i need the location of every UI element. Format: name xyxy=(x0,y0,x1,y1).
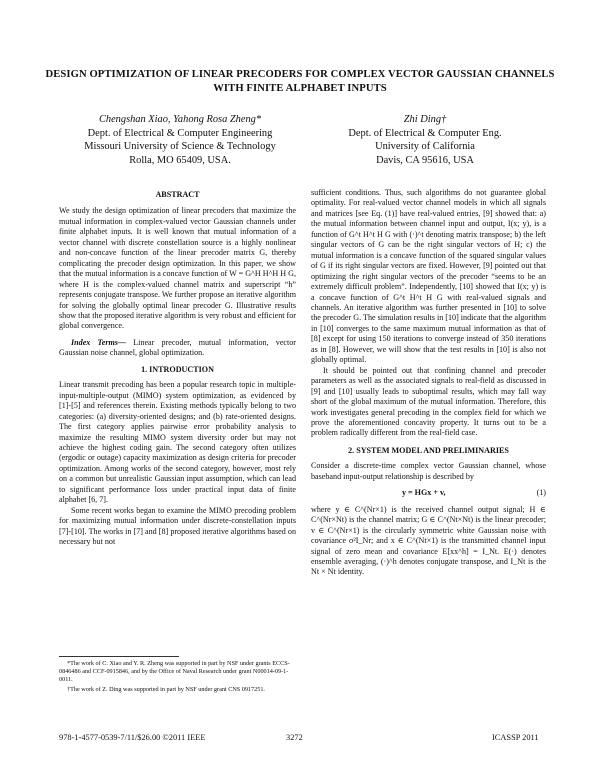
right-paragraph-2: It should be pointed out that confining channel and precoder parameters as well as the associated signals to real-field as discussed in [9] and [10] usually leads to suboptimal results, which may fall way short of the global maximum of the mutual information. Therefore, this work investigates general precoding in the complex field for which we prove the aforementioned concavity property. It turns out to be a problem radically different from the real-field case. xyxy=(311,365,546,438)
right-column xyxy=(311,188,546,578)
author-block-2 xyxy=(340,113,510,167)
abstract-heading: ABSTRACT xyxy=(155,190,200,199)
paper-title: DESIGN OPTIMIZATION OF LINEAR PRECODERS FOR COMPLEX VECTOR GAUSSIAN CHANNELS WITH FINITE ALPHABET INPUTS xyxy=(45,69,555,94)
section-heading-system-model: 2. SYSTEM MODEL AND PRELIMINARIES xyxy=(348,445,509,455)
footer-conference: ICASSP 2011 xyxy=(492,733,539,742)
author-address: Rolla, MO 65409, USA. xyxy=(129,154,231,166)
equation-1 xyxy=(311,488,546,498)
equation-body: y = HGx + v, xyxy=(401,488,446,498)
author-org: Missouri University of Science & Technology xyxy=(84,141,276,152)
intro-paragraph-2: Some recent works began to examine the MIMO precoding problem for maximizing mutual information under discrete-constellation inputs [7]-[10]. The works in [7] and [8] proposed iterative algorithms based on necessary but not xyxy=(59,505,296,547)
author-names: Chengshan Xiao, Yahong Rosa Zheng* xyxy=(98,114,262,125)
author-address: Davis, CA 95616, USA xyxy=(376,154,474,166)
author-org: University of California xyxy=(375,141,475,152)
model-paragraph-2: where y ∈ C^(Nr×1) is the received channel output signal; H ∈ C^(Nr×Nt) is the channel matrix; G ∈ C^(Nt×Nt) is the linear precoder; v ∈ C^(Nr×1) is the circularly symmetric white Gaussian noise with covariance σ²I_Nr; and x ∈ C^(Nt×1) is the transmitted channel input signal of zero mean and covariance E[xx^h] = I_Nt. E(·) denotes ensemble averaging, (·)^h denotes conjugate transpose, and I_Nt is the Nt × Nt identity. xyxy=(311,504,546,577)
index-terms-text: Linear precoder, mutual information, vector Gaussian noise channel, global optimization. xyxy=(59,337,297,358)
author-dept: Dept. of Electrical & Computer Eng. xyxy=(348,127,502,139)
footer-isbn: 978-1-4577-0539-7/11/$26.00 ©2011 IEEE xyxy=(59,733,206,742)
right-paragraph-1: sufficient conditions. Thus, such algorithms do not guarantee global optimality. For real-valued vector channel models in which all signals and matrices [see Eq. (1)] have real-valued entries, [9] showed that: a) the mutual information between channel input and output, I(x; y), is a function of G^t H^t H G with (·)^t denoting matrix transpose; b) the left singular vectors of G can be the right singular vectors of H; c) the mutual information is a concave function of the squared singular values of G if its right singular vectors are fixed. However, [9] pointed out that optimizing the right singular vectors of the precoder “seems to be an extremely difficult problem”. Independently, [10] showed that I(x; y) is a concave function of G^t H^t H G with real-valued signals and channels. An iterative algorithm was further presented in [10] to solve the precoder G. The simulation results in [10] indicate that the algorithm in [10] converges to the same maximum mutual information as that of [8] except for using 150 iterations to converge instead of 350 iterations as in [8]. However, we will show that the test results in [10] is also not globally optimal. xyxy=(311,188,546,365)
author-block-1 xyxy=(55,113,305,167)
author-dept: Dept. of Electrical & Computer Engineering xyxy=(87,127,273,139)
footnote-2: †The work of Z. Ding was supported in part by NSF under grant CNS 0917251. xyxy=(67,686,265,693)
index-terms xyxy=(59,338,296,359)
section-heading-introduction: 1. INTRODUCTION xyxy=(141,364,214,374)
footnote-1: *The work of C. Xiao and Y. R. Zheng was supported in part by NSF under grants ECCS-0846486 and CCF-0915846, and by the Office of Naval Research under grant N00014-09-1-0011. xyxy=(59,660,290,683)
intro-paragraph-1: Linear transmit precoding has been a popular research topic in multiple-input-multiple-output (MIMO) system optimization, as evidenced by [1]-[5] and references therein. Existing methods typically belong to two categories: (a) diversity-oriented designs; and (b) rate-oriented designs. The first category applies pairwise error probability analysis to maximize the resulting MIMO system diversity order but may not achieve the highest coding gain. The second category often utilizes (ergodic or outage) capacity maximization as design criteria for precoder optimization. Among works of the second category, however, most rely on a common but unrealistic Gaussian input assumption, which can lead to significant performance loss under practical input data of finite alphabet [6, 7]. xyxy=(59,380,296,505)
footnote-rule xyxy=(59,656,179,657)
abstract-text: We study the design optimization of linear precoders that maximize the mutual information in complex-valued vector Gaussian channels under finite alphabet inputs. It is well known that mutual information of a vector channel with discrete constellation source is a highly nonlinear and non-concave function of the linear precoder matrix G, thereby complicating the precoder design optimization. In this paper, we show that the mutual information is a concave function of W = G^H H^H H G, where H is the complex-valued channel matrix and superscript “h” represents conjugate transpose. We further propose an iterative algorithm for solving the globally optimal linear precoder G. Illustrative results show that the proposed iterative algorithm is very robust and efficient for global convergence. xyxy=(59,206,296,331)
equation-number: (1) xyxy=(536,488,546,498)
footnotes xyxy=(59,656,296,696)
index-terms-label: Index Terms— xyxy=(71,337,127,347)
left-column xyxy=(59,190,296,548)
author-names: Zhi Ding† xyxy=(403,114,447,125)
footer-page-number: 3272 xyxy=(286,733,303,742)
model-paragraph-1: Consider a discrete-time complex vector Gaussian channel, whose baseband input-output relationship is described by xyxy=(311,461,546,481)
